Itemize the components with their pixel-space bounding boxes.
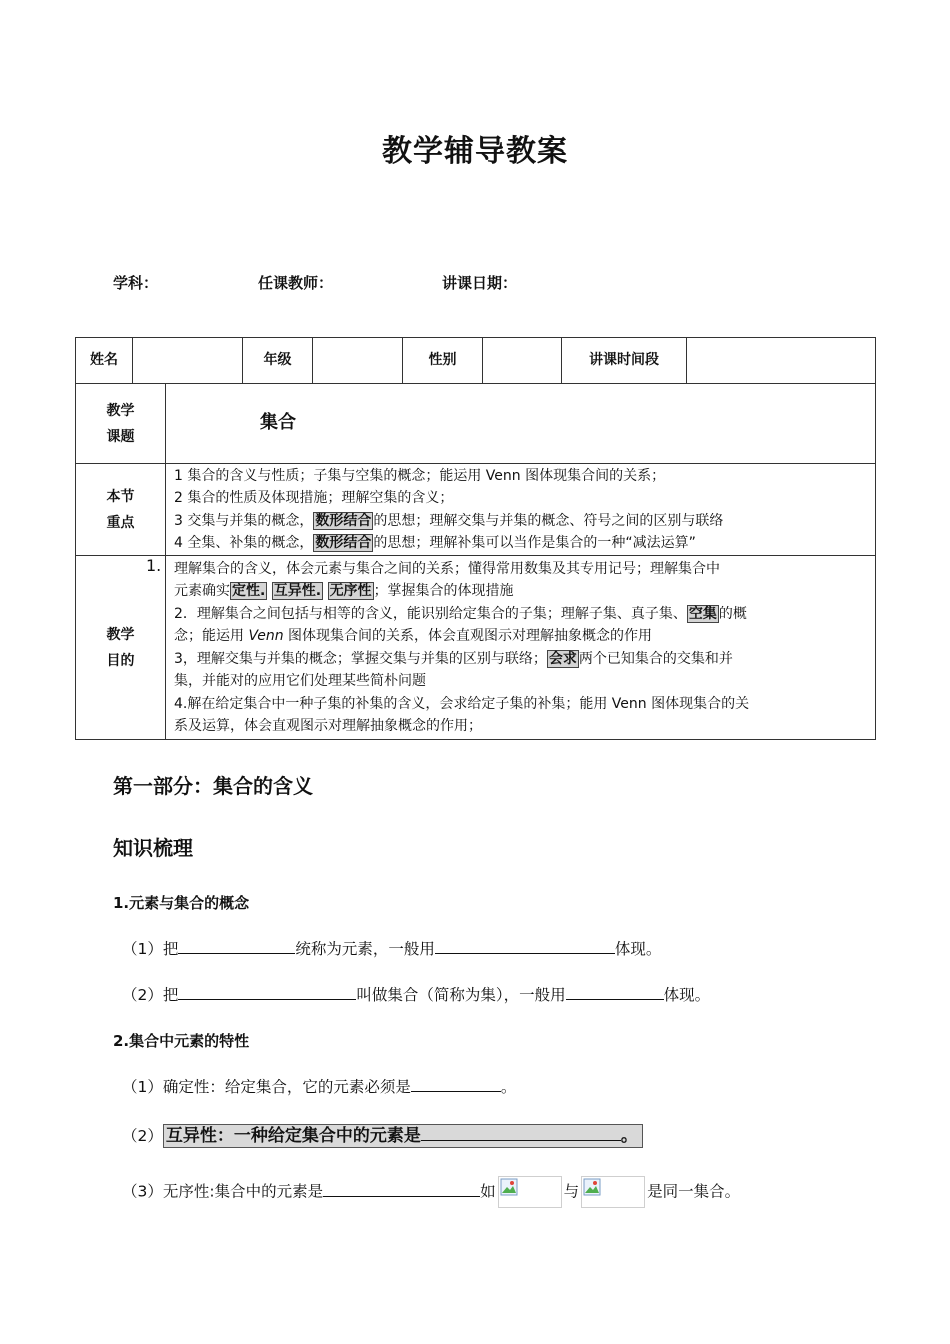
grade-cell [313, 338, 403, 384]
subsection-heading: 2.集合中元素的特性 [113, 1032, 250, 1050]
table-row [76, 384, 876, 464]
date-label: 讲课日期： [442, 274, 518, 292]
table-row [76, 556, 876, 740]
question-2: （2）把 叫做集合（简称为集），一般用 体现。 [122, 983, 710, 1005]
question-4: （2） 互异性：一种给定集合中的元素是 。 [122, 1121, 643, 1146]
topic-label: 教学课题 [76, 384, 166, 464]
part-heading: 第一部分：集合的含义 [113, 774, 313, 798]
subject-label: 学科： [113, 274, 159, 292]
table-row [76, 338, 876, 384]
question-5: （3）无序性:集合中的元素是 如 与 是同一集合。 [122, 1176, 740, 1208]
question-1: （1）把 统称为元素，一般用 体现。 [122, 937, 661, 959]
topic-value: 集合 [166, 384, 876, 464]
name-cell [133, 338, 243, 384]
period-label: 讲课时间段 [562, 338, 687, 384]
broken-image-icon [581, 1176, 645, 1208]
name-label: 姓名 [76, 338, 133, 384]
question-3: （1）确定性：给定集合，它的元素必须是 。 [122, 1075, 516, 1097]
focus-content: 1 集合的含义与性质；子集与空集的概念；能运用 Venn 图体现集合间的关系； 2 集合的性质及体现措施；理解空集的含义； 3 交集与并集的概念， 数形结合 的思想；理解交集与并集的概念、符号之间的区别与联络 4 全集、补集的概念， 数形结合 的思想；理解补集可以当作是集合的一种“减法运算” [166, 464, 876, 556]
focus-label: 本节重点 [76, 464, 166, 556]
broken-image-icon [498, 1176, 562, 1208]
gender-cell [483, 338, 562, 384]
teacher-label: 任课教师： [258, 274, 334, 292]
table-row [76, 464, 876, 556]
period-cell [687, 338, 876, 384]
goal-label: 教学目的 [76, 556, 166, 740]
page-title: 教学辅导教案 [382, 134, 568, 169]
highlighted-statement: 互异性：一种给定集合中的元素是 。 [163, 1124, 643, 1148]
subsection-heading: 1.元素与集合的概念 [113, 894, 250, 912]
goal-number: 1. [146, 556, 162, 575]
grade-label: 年级 [243, 338, 313, 384]
section-heading: 知识梳理 [113, 836, 193, 860]
lesson-info-table [75, 337, 876, 740]
goal-content: 1. 理解集合的含义，体会元素与集合之间的关系；懂得常用数集及其专用记号；理解集合中 元素确实 定性. 互异性. 无序性 ；掌握集合的体现措施 2．理解集合之间包括与相等的含义，能识别给定集合的子集；理解子集、真子集、 空集 的概 念；能运用 Venn 图体现集合间的关系，体会直观图示对理解抽象概念的作用 3，理解交集与并集的概念；掌握交集与并集的区别与联络； 会求 两个已知集合的交集和并 集，并能对的应用它们处理某些简朴问题 4.解在给定集合中一种子集的补集的含义，会求给定子集的补集；能用 Venn 图体现集合的关 系及运算，体会直观图示对理解抽象概念的作用； [166, 556, 876, 740]
gender-label: 性别 [403, 338, 483, 384]
